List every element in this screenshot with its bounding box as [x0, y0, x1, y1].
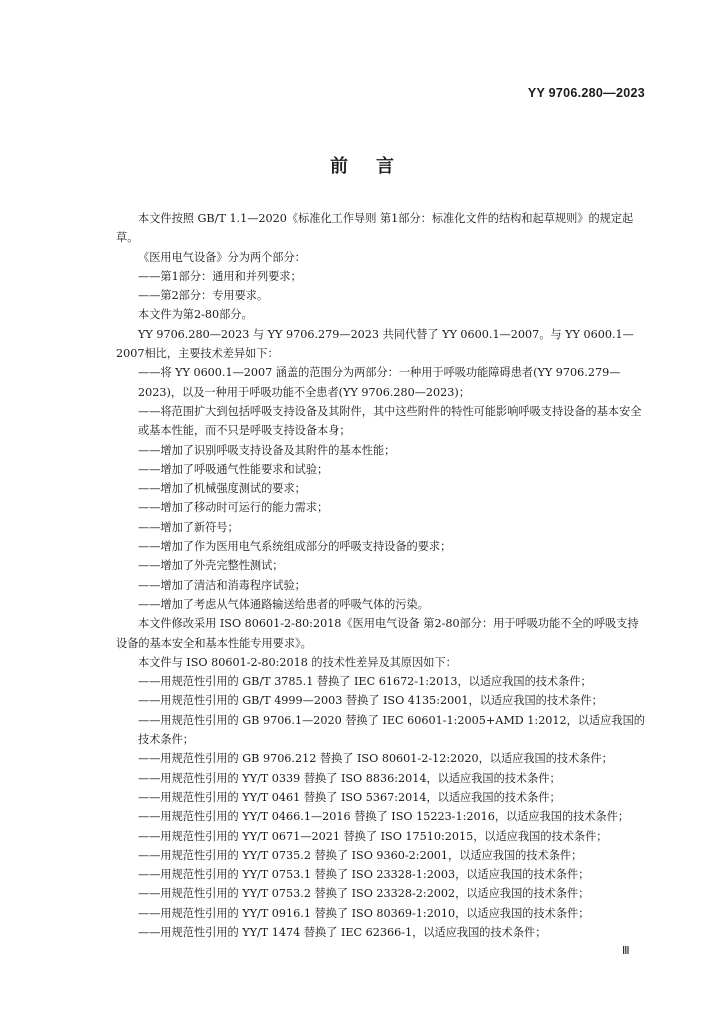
- body-text: [116, 209, 646, 942]
- list-item: ——增加了作为医用电气系统组成部分的呼吸支持设备的要求；: [138, 540, 452, 554]
- list-item: ——增加了清洁和消毒程序试验；: [138, 578, 306, 592]
- list-item: ——用规范性引用的 GB 9706.212 替换了 ISO 80601-2-12:2020，以适应我国的技术条件；: [138, 752, 613, 766]
- list-item: ——用规范性引用的 YY/T 0916.1 替换了 ISO 80369-1:2010，以适应我国的技术条件；: [138, 906, 590, 920]
- list-item: ——用规范性引用的 YY/T 0461 替换了 ISO 5367:2014，以适应我国的技术条件；: [138, 790, 561, 804]
- list-item: ——增加了呼吸通气性能要求和试验；: [138, 462, 329, 476]
- page-title: 前言: [330, 156, 422, 177]
- list-item: ——增加了移动时可运行的能力需求；: [138, 501, 329, 515]
- page-number: Ⅲ: [622, 945, 630, 957]
- paragraph: 《医用电气设备》分为两个部分：: [138, 250, 306, 264]
- list-item: ——用规范性引用的 YY/T 0671—2021 替换了 ISO 17510:2015，以适应我国的技术条件；: [138, 829, 608, 843]
- list-item: ——用规范性引用的 YY/T 0466.1—2016 替换了 ISO 15223-1:2016，以适应我国的技术条件；: [138, 810, 630, 824]
- list-item: ——用规范性引用的 GB/T 3785.1 替换了 IEC 61672-1:2013，以适应我国的技术条件；: [138, 675, 592, 689]
- list-item: ——增加了识别呼吸支持设备及其附件的基本性能；: [138, 443, 396, 457]
- list-item: ——增加了外壳完整性测试；: [138, 559, 284, 573]
- list-item: ——用规范性引用的 YY/T 1474 替换了 IEC 62366-1，以适应我国的技术条件；: [138, 925, 547, 939]
- list-item: ——第1部分：通用和并列要求；: [138, 269, 302, 283]
- list-item: ——增加了新符号；: [138, 520, 239, 534]
- list-item: ——用规范性引用的 GB/T 4999—2003 替换了 ISO 4135:2001，以适应我国的技术条件；: [138, 694, 603, 708]
- paragraph: 本文件与 ISO 80601-2-80:2018 的技术性差异及其原因如下：: [138, 655, 457, 669]
- paragraph: YY 9706.280—2023 与 YY 9706.279—2023 共同代替了 YY 0600.1—2007。与 YY 0600.1—2007相比，主要技术差异如下：: [116, 327, 634, 361]
- list-item: ——增加了考虑从气体通路输送给患者的呼吸气体的污染。: [138, 597, 429, 611]
- list-item: ——用规范性引用的 YY/T 0753.2 替换了 ISO 23328-2:2002，以适应我国的技术条件；: [138, 887, 590, 901]
- list-item: ——增加了机械强度测试的要求；: [138, 482, 306, 496]
- list-item: ——将 YY 0600.1—2007 涵盖的范围分为两部分：一种用于呼吸功能障碍患者(YY 9706.279—2023)，以及一种用于呼吸功能不全患者(YY 9706.280—2023)；: [138, 366, 621, 399]
- list-item: ——用规范性引用的 YY/T 0735.2 替换了 ISO 9360-2:2001，以适应我国的技术条件；: [138, 848, 583, 862]
- paragraph: 本文件修改采用 ISO 80601-2-80:2018《医用电气设备 第2-80部分：用于呼吸功能不全的呼吸支持设备的基本安全和基本性能专用要求》。: [116, 617, 639, 650]
- list-item: ——用规范性引用的 YY/T 0753.1 替换了 ISO 23328-1:2003，以适应我国的技术条件；: [138, 868, 590, 882]
- list-item: ——用规范性引用的 YY/T 0339 替换了 ISO 8836:2014，以适应我国的技术条件；: [138, 771, 561, 785]
- list-item: ——将范围扩大到包括呼吸支持设备及其附件，其中这些附件的特性可能影响呼吸支持设备的基本安全或基本性能，而不只是呼吸支持设备本身；: [138, 404, 642, 438]
- paragraph: 本文件为第2-80部分。: [138, 308, 253, 322]
- list-item: ——第2部分：专用要求。: [138, 289, 269, 303]
- document-code: YY 9706.280—2023: [527, 86, 645, 100]
- paragraph: 本文件按照 GB/T 1.1—2020《标准化工作导则 第1部分：标准化文件的结构和起草规则》的规定起草。: [116, 212, 634, 245]
- list-item: ——用规范性引用的 GB 9706.1—2020 替换了 IEC 60601-1:2005+AMD 1:2012，以适应我国的技术条件；: [138, 713, 645, 747]
